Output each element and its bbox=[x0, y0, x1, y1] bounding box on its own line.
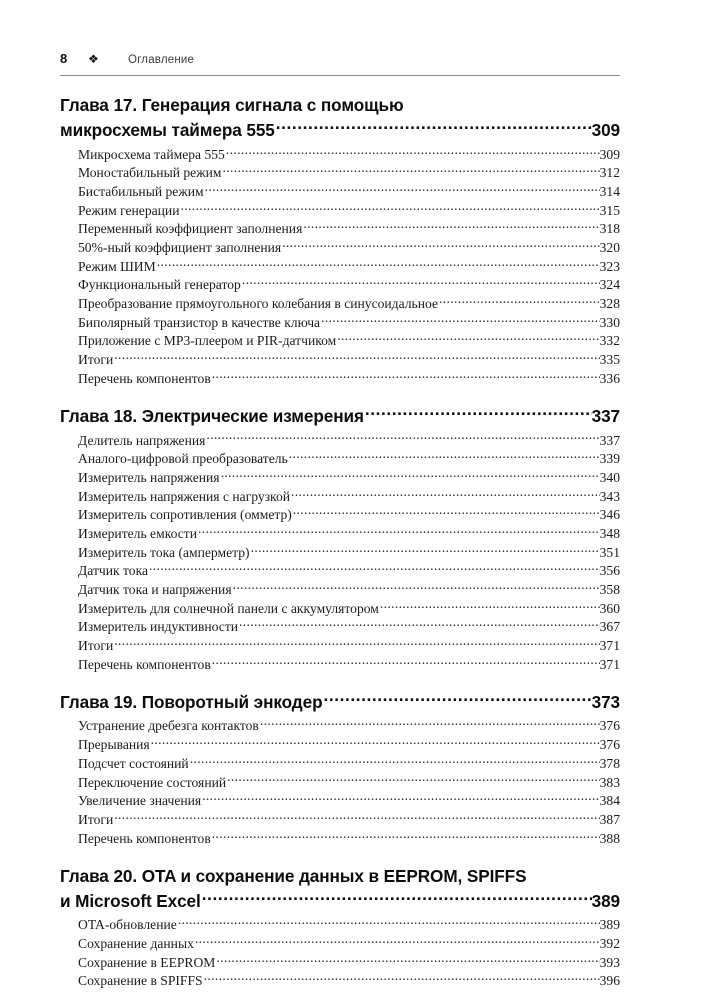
toc-entry-label: Измеритель сопротивления (омметр) bbox=[78, 507, 292, 523]
toc-entry-page-number: 360 bbox=[599, 600, 620, 616]
toc-entry-page-number: 330 bbox=[599, 314, 620, 330]
toc-entry-label: Моностабильный режим bbox=[78, 165, 222, 181]
toc-entry-page-number: 339 bbox=[599, 451, 620, 467]
dot-leader bbox=[149, 562, 600, 576]
chapter-title-line bbox=[60, 690, 620, 715]
chapter-title-line bbox=[60, 889, 620, 914]
toc-entry[interactable] bbox=[60, 580, 620, 599]
toc-entry-page-number: 371 bbox=[599, 638, 620, 654]
dot-leader bbox=[365, 405, 592, 422]
dot-leader bbox=[216, 953, 599, 967]
toc-entry-label: OTA-обновление bbox=[78, 917, 177, 933]
toc-entry-page-number: 393 bbox=[599, 954, 620, 970]
dot-leader bbox=[289, 450, 600, 464]
toc-entry-label: Функциональный генератор bbox=[78, 277, 241, 293]
chapter-entry-list bbox=[60, 717, 620, 848]
toc-entry-page-number: 340 bbox=[599, 469, 620, 485]
toc-entry-page-number: 388 bbox=[599, 830, 620, 846]
dot-leader bbox=[195, 934, 600, 948]
toc-entry-label: Делитель напряжения bbox=[78, 432, 206, 448]
dot-leader bbox=[293, 506, 600, 520]
chapter-title-text: и Microsoft Excel bbox=[60, 890, 201, 911]
toc-entry[interactable] bbox=[60, 829, 620, 848]
toc-entry-label: Измеритель напряжения bbox=[78, 469, 220, 485]
dot-leader bbox=[239, 618, 600, 632]
toc-entry-label: Сохранение в SPIFFS bbox=[78, 973, 203, 989]
toc-entry-page-number: 348 bbox=[599, 525, 620, 541]
toc-entry-page-number: 337 bbox=[599, 432, 620, 448]
chapter-page-number: 309 bbox=[591, 120, 620, 140]
toc-entry[interactable] bbox=[60, 773, 620, 792]
toc-entry[interactable] bbox=[60, 562, 620, 581]
toc-entry-page-number: 336 bbox=[599, 370, 620, 386]
toc-entry-page-number: 378 bbox=[599, 755, 620, 771]
chapter-block bbox=[60, 864, 620, 991]
toc-entry[interactable] bbox=[60, 810, 620, 829]
toc-entry-page-number: 392 bbox=[599, 935, 620, 951]
chapter-block bbox=[60, 93, 620, 388]
toc-entry-page-number: 389 bbox=[599, 917, 620, 933]
dot-leader bbox=[212, 655, 600, 669]
toc-entry[interactable] bbox=[60, 238, 620, 257]
toc-entry-page-number: 332 bbox=[599, 333, 620, 349]
toc-entry-label: Измеритель емкости bbox=[78, 525, 197, 541]
toc-entry-page-number: 367 bbox=[599, 619, 620, 635]
dot-leader bbox=[114, 810, 599, 824]
toc-entry-page-number: 356 bbox=[599, 563, 620, 579]
toc-entry-page-number: 315 bbox=[599, 202, 620, 218]
chapter-page-number: 389 bbox=[591, 890, 620, 911]
toc-entry-label: Перечень компонентов bbox=[78, 370, 211, 386]
toc-entry[interactable] bbox=[60, 543, 620, 562]
toc-entry[interactable] bbox=[60, 524, 620, 543]
toc-entry-label: Подсчет состояний bbox=[78, 755, 189, 771]
dot-leader bbox=[114, 351, 599, 365]
chapter-entry-list bbox=[60, 431, 620, 674]
toc-entry[interactable] bbox=[60, 182, 620, 201]
toc-entry-label: Итоги bbox=[78, 352, 114, 368]
dot-leader bbox=[202, 792, 599, 806]
toc-entry[interactable] bbox=[60, 655, 620, 674]
chapter-title-line bbox=[60, 93, 620, 118]
toc-entry-label: 50%-ный коэффициент заполнения bbox=[78, 240, 282, 256]
toc-entry-page-number: 371 bbox=[599, 656, 620, 672]
chapter-entry-list bbox=[60, 145, 620, 388]
chapter-heading[interactable] bbox=[60, 404, 620, 429]
toc-entry[interactable] bbox=[60, 953, 620, 972]
dot-leader bbox=[114, 637, 599, 651]
toc-entry[interactable] bbox=[60, 792, 620, 811]
chapter-title-line bbox=[60, 404, 620, 429]
dot-leader bbox=[233, 580, 600, 594]
chapter-heading[interactable] bbox=[60, 690, 620, 715]
toc-entry-page-number: 358 bbox=[599, 582, 620, 598]
toc-entry[interactable] bbox=[60, 637, 620, 656]
dot-leader bbox=[242, 276, 600, 290]
toc-entry-label: Микросхема таймера 555 bbox=[78, 146, 225, 162]
toc-entry-label: Режим ШИМ bbox=[78, 258, 156, 274]
toc-entry-label: Прерывания bbox=[78, 737, 150, 753]
toc-entry-page-number: 387 bbox=[599, 811, 620, 827]
toc-entry[interactable] bbox=[60, 295, 620, 314]
toc-entry-page-number: 383 bbox=[599, 774, 620, 790]
toc-entry-label: Биполярный транзистор в качестве ключа bbox=[78, 314, 321, 330]
toc-entry-label: Итоги bbox=[78, 811, 114, 827]
toc-entry-page-number: 318 bbox=[599, 221, 620, 237]
chapter-title-text: микросхемы таймера 555 bbox=[60, 120, 275, 140]
toc-entry-page-number: 328 bbox=[599, 296, 620, 312]
toc-entry-page-number: 323 bbox=[599, 258, 620, 274]
chapter-title-text: Глава 20. OTA и сохранение данных в EEPROM, SPIFFS bbox=[60, 865, 527, 886]
toc-entry-label: Аналого-цифровой преобразователь bbox=[78, 451, 288, 467]
chapter-title-line bbox=[60, 864, 620, 889]
toc-entry[interactable] bbox=[60, 487, 620, 506]
toc-entry[interactable] bbox=[60, 754, 620, 773]
toc-entry-label: Перечень компонентов bbox=[78, 656, 211, 672]
dot-leader bbox=[178, 916, 600, 930]
dot-leader bbox=[204, 972, 600, 986]
toc-entry-page-number: 324 bbox=[599, 277, 620, 293]
toc-entry[interactable] bbox=[60, 220, 620, 239]
dot-leader bbox=[380, 599, 600, 613]
dot-leader bbox=[221, 468, 600, 482]
toc-entry-page-number: 396 bbox=[599, 973, 620, 989]
chapter-entry-list bbox=[60, 916, 620, 991]
chapter-block bbox=[60, 690, 620, 848]
toc-entry-label: Переменный коэффициент заполнения bbox=[78, 221, 303, 237]
dot-leader bbox=[291, 487, 600, 501]
toc-entry-label: Датчик тока bbox=[78, 563, 148, 579]
chapter-heading[interactable] bbox=[60, 93, 620, 143]
toc-entry-label: Сохранение в EEPROM bbox=[78, 954, 216, 970]
chapter-title-text: Глава 18. Электрические измерения bbox=[60, 405, 364, 426]
dot-leader bbox=[226, 145, 600, 159]
toc-entry[interactable] bbox=[60, 257, 620, 276]
table-of-contents bbox=[60, 93, 620, 990]
page-number: 8 bbox=[60, 51, 68, 66]
header-divider bbox=[60, 75, 620, 76]
dot-leader bbox=[303, 220, 599, 234]
toc-entry-label: Бистабильный режим bbox=[78, 183, 204, 199]
dot-leader bbox=[190, 754, 600, 768]
running-header bbox=[60, 52, 620, 69]
toc-entry[interactable] bbox=[60, 369, 620, 388]
dot-leader bbox=[323, 691, 591, 708]
toc-entry-label: Увеличение значения bbox=[78, 793, 202, 809]
dot-leader bbox=[157, 257, 600, 271]
toc-entry[interactable] bbox=[60, 450, 620, 469]
dot-leader bbox=[223, 164, 600, 178]
toc-entry[interactable] bbox=[60, 332, 620, 351]
dot-leader bbox=[198, 524, 600, 538]
toc-entry-label: Преобразование прямоугольного колебания в синусоидальное bbox=[78, 296, 439, 312]
toc-entry-label: Измеритель тока (амперметр) bbox=[78, 544, 250, 560]
toc-entry-page-number: 335 bbox=[599, 352, 620, 368]
toc-entry[interactable] bbox=[60, 916, 620, 935]
toc-entry[interactable] bbox=[60, 717, 620, 736]
toc-entry-page-number: 351 bbox=[599, 544, 620, 560]
toc-entry[interactable] bbox=[60, 276, 620, 295]
dot-leader bbox=[282, 238, 599, 252]
toc-entry-label: Устранение дребезга контактов bbox=[78, 718, 259, 734]
toc-entry[interactable] bbox=[60, 972, 620, 991]
dot-leader bbox=[260, 717, 600, 731]
chapter-page-number: 373 bbox=[591, 691, 620, 712]
dot-leader bbox=[202, 890, 592, 907]
toc-entry-label: Приложение с MP3-плеером и PIR-датчиком bbox=[78, 333, 337, 349]
toc-entry-page-number: 309 bbox=[599, 146, 620, 162]
toc-entry-page-number: 376 bbox=[599, 737, 620, 753]
toc-entry-label: Датчик тока и напряжения bbox=[78, 582, 232, 598]
toc-entry[interactable] bbox=[60, 351, 620, 370]
dot-leader bbox=[276, 119, 592, 136]
chapter-title-text: Глава 19. Поворотный энкодер bbox=[60, 691, 323, 712]
toc-entry[interactable] bbox=[60, 201, 620, 220]
toc-entry-label: Режим генерации bbox=[78, 202, 180, 218]
toc-entry-label: Измеритель напряжения с нагрузкой bbox=[78, 488, 291, 504]
toc-entry[interactable] bbox=[60, 431, 620, 450]
chapter-block bbox=[60, 404, 620, 674]
chapter-heading[interactable] bbox=[60, 864, 620, 914]
toc-entry-label: Измеритель для солнечной панели с аккумулятором bbox=[78, 600, 379, 616]
toc-entry-label: Перечень компонентов bbox=[78, 830, 211, 846]
toc-entry-label: Сохранение данных bbox=[78, 935, 194, 951]
chapter-title-text: Глава 17. Генерация сигнала с помощью bbox=[60, 95, 404, 115]
toc-entry-page-number: 376 bbox=[599, 718, 620, 734]
toc-entry-page-number: 320 bbox=[599, 240, 620, 256]
dot-leader bbox=[212, 829, 600, 843]
toc-entry[interactable] bbox=[60, 164, 620, 183]
toc-entry-page-number: 384 bbox=[599, 793, 620, 809]
toc-entry-page-number: 346 bbox=[599, 507, 620, 523]
toc-entry[interactable] bbox=[60, 468, 620, 487]
toc-entry[interactable] bbox=[60, 599, 620, 618]
dot-leader bbox=[251, 543, 600, 557]
toc-entry[interactable] bbox=[60, 506, 620, 525]
dot-leader bbox=[180, 201, 599, 215]
dot-leader bbox=[212, 369, 600, 383]
toc-entry[interactable] bbox=[60, 313, 620, 332]
dot-leader bbox=[205, 182, 600, 196]
toc-entry[interactable] bbox=[60, 145, 620, 164]
toc-entry-label: Переключение состояний bbox=[78, 774, 227, 790]
floral-diamond-ornament-icon: ❖ bbox=[88, 52, 99, 66]
dot-leader bbox=[321, 313, 600, 327]
toc-entry-label: Итоги bbox=[78, 638, 114, 654]
toc-entry[interactable] bbox=[60, 934, 620, 953]
dot-leader bbox=[206, 431, 599, 445]
running-header-title: Оглавление bbox=[128, 54, 195, 66]
toc-entry-page-number: 312 bbox=[599, 165, 620, 181]
dot-leader bbox=[227, 773, 599, 787]
dot-leader bbox=[151, 736, 600, 750]
toc-entry[interactable] bbox=[60, 736, 620, 755]
toc-entry-page-number: 343 bbox=[599, 488, 620, 504]
toc-entry-label: Измеритель индуктивности bbox=[78, 619, 239, 635]
chapter-page-number: 337 bbox=[591, 405, 620, 426]
dot-leader bbox=[337, 332, 599, 346]
chapter-title-line bbox=[60, 118, 620, 143]
toc-entry-page-number: 314 bbox=[599, 183, 620, 199]
dot-leader bbox=[439, 295, 600, 309]
toc-entry[interactable] bbox=[60, 618, 620, 637]
